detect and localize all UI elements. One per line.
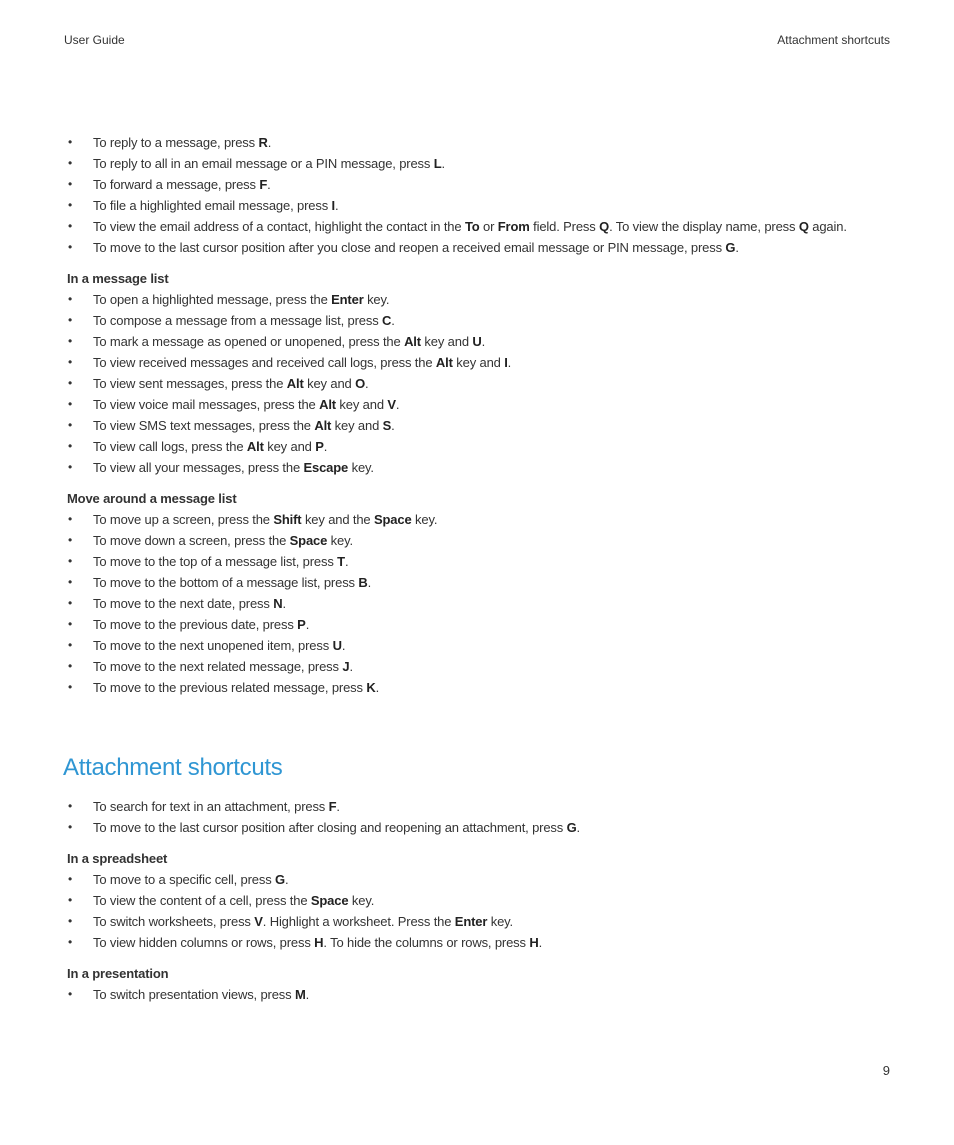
key-label: N <box>273 596 283 611</box>
list-item: • To view voice mail messages, press the Alt key and V. <box>64 394 894 415</box>
list-item: • To switch presentation views, press M. <box>64 984 894 1005</box>
list-item: • To view sent messages, press the Alt key and O. <box>64 373 894 394</box>
subheading: Move around a message list <box>67 491 237 506</box>
key-label: O <box>355 376 366 391</box>
key-label: Alt <box>435 355 453 370</box>
list-item: • To mark a message as opened or unopened, press the Alt key and U. <box>64 331 894 352</box>
key-label: S <box>382 418 392 433</box>
key-label: Escape <box>303 460 349 475</box>
key-label: To <box>464 219 480 234</box>
attachment-shortcuts <box>64 796 894 1005</box>
list-item: • To move up a screen, press the Shift key and the Space key. <box>64 509 894 530</box>
key-label: Q <box>599 219 610 234</box>
key-label: Space <box>289 533 328 548</box>
key-label: T <box>337 554 345 569</box>
key-label: I <box>504 355 508 370</box>
key-label: V <box>387 397 396 412</box>
key-label: U <box>472 334 482 349</box>
key-label: Shift <box>273 512 302 527</box>
key-label: U <box>332 638 342 653</box>
key-label: Alt <box>286 376 304 391</box>
key-label: From <box>497 219 530 234</box>
list-item: • To view call logs, press the Alt key and P. <box>64 436 894 457</box>
key-label: K <box>366 680 376 695</box>
key-label: Enter <box>454 914 488 929</box>
page-header <box>64 33 890 49</box>
header-right: Attachment shortcuts <box>777 33 890 47</box>
list-item: • To move to the next unopened item, press U. <box>64 635 894 656</box>
key-label: P <box>315 439 324 454</box>
list-item: • To open a highlighted message, press the Enter key. <box>64 289 894 310</box>
list-item: • To search for text in an attachment, press F. <box>64 796 894 817</box>
list-item: • To forward a message, press F. <box>64 174 894 195</box>
key-label: L <box>433 156 442 171</box>
list-item: • To file a highlighted email message, press I. <box>64 195 894 216</box>
page-number: 9 <box>882 1063 890 1078</box>
list-item: • To move to the last cursor position after closing and reopening an attachment, press G. <box>64 817 894 838</box>
list-item: • To view hidden columns or rows, press H. To hide the columns or rows, press H. <box>64 932 894 953</box>
subheading: In a message list <box>67 271 169 286</box>
key-label: V <box>254 914 263 929</box>
list-item: • To move to the last cursor position after you close and reopen a received email message or PIN message, press G. <box>64 237 894 258</box>
subheading: In a presentation <box>67 966 169 981</box>
key-label: G <box>725 240 736 255</box>
header-left: User Guide <box>64 33 125 47</box>
key-label: M <box>294 987 306 1002</box>
list-item: • To view the content of a cell, press the Space key. <box>64 890 894 911</box>
bullet-list <box>64 869 894 953</box>
list-item: • To move to the bottom of a message list, press B. <box>64 572 894 593</box>
key-label: J <box>342 659 350 674</box>
key-label: B <box>358 575 368 590</box>
section-title: Attachment shortcuts <box>63 754 283 781</box>
list-item: • To move to the next related message, press J. <box>64 656 894 677</box>
message-shortcuts <box>64 132 894 698</box>
list-item: • To view all your messages, press the Escape key. <box>64 457 894 478</box>
list-item: • To switch worksheets, press V. Highlight a worksheet. Press the Enter key. <box>64 911 894 932</box>
list-item: • To reply to all in an email message or a PIN message, press L. <box>64 153 894 174</box>
key-label: H <box>314 935 324 950</box>
key-label: Enter <box>331 292 364 307</box>
list-item: • To compose a message from a message list, press C. <box>64 310 894 331</box>
subheading: In a spreadsheet <box>67 851 168 866</box>
list-item: • To move to a specific cell, press G. <box>64 869 894 890</box>
key-label: G <box>275 872 285 887</box>
list-item: • To view the email address of a contact, highlight the contact in the To or From field. Press Q. To view the display name, press Q again. <box>64 216 894 237</box>
key-label: Space <box>310 893 349 908</box>
list-item: • To move to the previous date, press P. <box>64 614 894 635</box>
key-label: Alt <box>404 334 421 349</box>
key-label: C <box>382 313 392 328</box>
bullet-list <box>64 796 894 838</box>
bullet-list <box>64 289 894 478</box>
key-label: G <box>566 820 577 835</box>
list-item: • To reply to a message, press R. <box>64 132 894 153</box>
key-label: Alt <box>246 439 264 454</box>
bullet-list <box>64 132 894 258</box>
key-label: Space <box>373 512 412 527</box>
key-label: F <box>259 177 268 192</box>
list-item: • To move to the previous related message, press K. <box>64 677 894 698</box>
key-label: H <box>529 935 539 950</box>
key-label: Alt <box>319 397 336 412</box>
key-label: Alt <box>314 418 332 433</box>
list-item: • To move to the top of a message list, press T. <box>64 551 894 572</box>
key-label: F <box>328 799 337 814</box>
key-label: Q <box>798 219 809 234</box>
key-label: I <box>331 198 335 213</box>
key-label: R <box>258 135 268 150</box>
key-label: P <box>297 617 306 632</box>
list-item: • To view received messages and received call logs, press the Alt key and I. <box>64 352 894 373</box>
list-item: • To move to the next date, press N. <box>64 593 894 614</box>
list-item: • To move down a screen, press the Space key. <box>64 530 894 551</box>
bullet-list <box>64 984 894 1005</box>
list-item: • To view SMS text messages, press the Alt key and S. <box>64 415 894 436</box>
bullet-list <box>64 509 894 698</box>
